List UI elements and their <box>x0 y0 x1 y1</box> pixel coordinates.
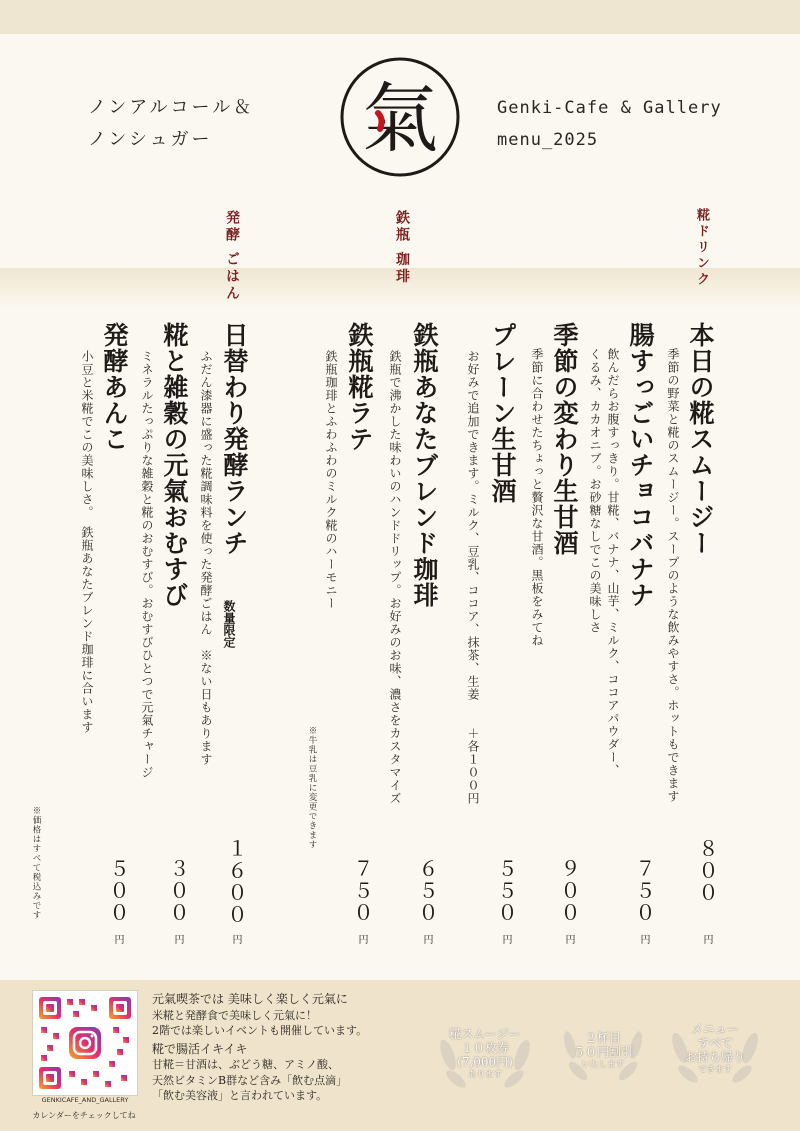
footer-line: 天然ビタミンB群など含み「飲む点滴」 <box>152 1073 348 1087</box>
price-unit: 円 <box>701 934 712 944</box>
item-price: ８００ <box>695 838 719 904</box>
medal-takeout <box>660 1010 770 1090</box>
footer-line: 元氣喫茶では 美味しく楽しく元氣に <box>152 992 348 1006</box>
price-unit: 円 <box>638 934 649 944</box>
item-desc: 飲んだらお腹すっきり。甘糀、バナナ、山芋、ミルク、ココアパウダー、 <box>606 348 620 777</box>
instagram-handle: GENKICAFE_AND_GALLERY <box>41 1096 129 1104</box>
footer-line: 2階では楽しいイベントも開催しています。 <box>152 1024 368 1037</box>
price-unit: 円 <box>230 934 241 944</box>
item-title: 糀と雑穀の元氣おむすび <box>160 322 189 608</box>
item-price: １６００ <box>224 838 248 926</box>
section-food <box>222 210 242 303</box>
item-price: ６５０ <box>415 858 439 924</box>
item-desc: ミネラルたっぷりな雑穀と糀のおむすび。おむすびひとつで元氣チャージ <box>140 350 154 779</box>
section-food-line: ごはん <box>224 251 240 303</box>
item-price: ３００ <box>166 858 190 924</box>
item-price: ５００ <box>106 858 130 924</box>
item-price: ７５０ <box>632 858 656 924</box>
footer-line: 「飲む美容液」と言われています。 <box>152 1089 328 1102</box>
item-desc: 鉄瓶で沸かした味わいのハンドドリップ。お好みのお味、濃さをカスタマイズ <box>388 350 402 805</box>
price-unit: 円 <box>356 934 367 944</box>
item-title: 鉄瓶糀ラテ <box>345 322 374 452</box>
item-desc: お好みで追加できます。ミルク、豆乳、ココア、抹茶、生姜 ＋各１００円 <box>466 350 480 805</box>
tagline-line: ノンアルコール＆ <box>88 97 255 118</box>
item-price: ７５０ <box>350 858 374 924</box>
item-title: 腸すっごいチョコバナナ <box>626 322 655 608</box>
brand <box>497 92 767 156</box>
logo-ki-icon <box>338 55 462 179</box>
medal-discount <box>548 1015 658 1095</box>
section-coffee-line: 珈琲 <box>394 251 410 286</box>
medal-line: いたします <box>581 1060 625 1070</box>
soy-note: ※牛乳は豆乳に変更できます <box>307 726 317 850</box>
item-desc: ふだん漆器に盛った糀調味料を使った発酵ごはん ※ない日もあります <box>199 350 213 766</box>
tagline <box>88 92 278 156</box>
item-price: ５５０ <box>494 858 518 924</box>
item-desc: 季節の野菜と糀のスムージー。スープのような飲みやすさ。ホットもできます <box>666 348 680 803</box>
medal-line: できます <box>697 1065 732 1075</box>
section-drinks: 糀ドリンク <box>694 208 709 288</box>
qr-caption: カレンダーをチェックしてね <box>32 1111 136 1120</box>
tagline-line: ノンシュガー <box>88 129 213 150</box>
medal-line: ２杯目 <box>584 1031 621 1045</box>
medal-line: メニュー <box>690 1022 739 1036</box>
item-title: プレーン生甘酒 <box>488 322 517 504</box>
medal-line: (7,000円) <box>457 1055 513 1069</box>
item-title: 本日の糀スムージー <box>686 322 715 556</box>
instagram-icon <box>69 1027 101 1059</box>
brand-name: Genki-Cafe & Gallery <box>497 98 722 118</box>
section-coffee <box>392 210 412 300</box>
top-band <box>0 0 800 34</box>
menu-label: menu_2025 <box>497 130 599 150</box>
item-title: 鉄瓶あなたブレンド珈琲 <box>410 322 439 608</box>
item-title: 発酵あんこ <box>100 322 129 452</box>
medal-line: お持ち帰り <box>684 1050 745 1064</box>
section-food-line: 発酵 <box>224 210 240 244</box>
limited-badge: 数量限定 <box>222 600 236 648</box>
footer-line: 糀で腸活イキイキ <box>152 1041 248 1056</box>
footer-line: 甘糀＝甘酒は、ぶどう糖、アミノ酸、 <box>152 1058 339 1071</box>
price-unit: 円 <box>172 934 183 944</box>
tax-note: ※価格はすべて税込みです <box>31 806 41 920</box>
item-desc: くるみ、カカオニブ。お砂糖なしでこの美味しさ <box>588 348 602 634</box>
medal-line: 糀スムージー <box>449 1027 521 1041</box>
footer-line: 米糀と発酵食で美味しく元氣に！ <box>152 1008 317 1022</box>
item-desc: 季節に合わせたちょっと贅沢な甘酒。黒板をみてね <box>530 348 544 647</box>
price-unit: 円 <box>563 934 574 944</box>
medal-line: １０枚券 <box>460 1041 509 1055</box>
medal-line: ５０円割引 <box>572 1045 633 1059</box>
item-title: 日替わり発酵ランチ <box>220 322 249 556</box>
medal-line: すべて <box>697 1036 733 1050</box>
footer-text <box>152 992 422 1104</box>
item-price: ９００ <box>557 858 581 924</box>
item-title: 季節の変わり生甘酒 <box>550 322 579 556</box>
item-desc: 鉄瓶珈琲とふわふわのミルク糀のハーモニー <box>324 350 338 610</box>
qr-code[interactable] <box>32 990 138 1096</box>
price-unit: 円 <box>421 934 432 944</box>
logo-char: 氣 <box>362 74 438 163</box>
item-desc: 小豆と米糀でこの美味しさ。 鉄瓶あなたブレンド珈琲に合います <box>80 350 94 734</box>
price-unit: 円 <box>500 934 511 944</box>
price-unit: 円 <box>112 934 123 944</box>
qr-pattern <box>33 991 137 1095</box>
medal-ticket <box>430 1015 540 1095</box>
section-coffee-line: 鉄瓶 <box>394 210 410 244</box>
medal-line: あります <box>467 1070 502 1080</box>
